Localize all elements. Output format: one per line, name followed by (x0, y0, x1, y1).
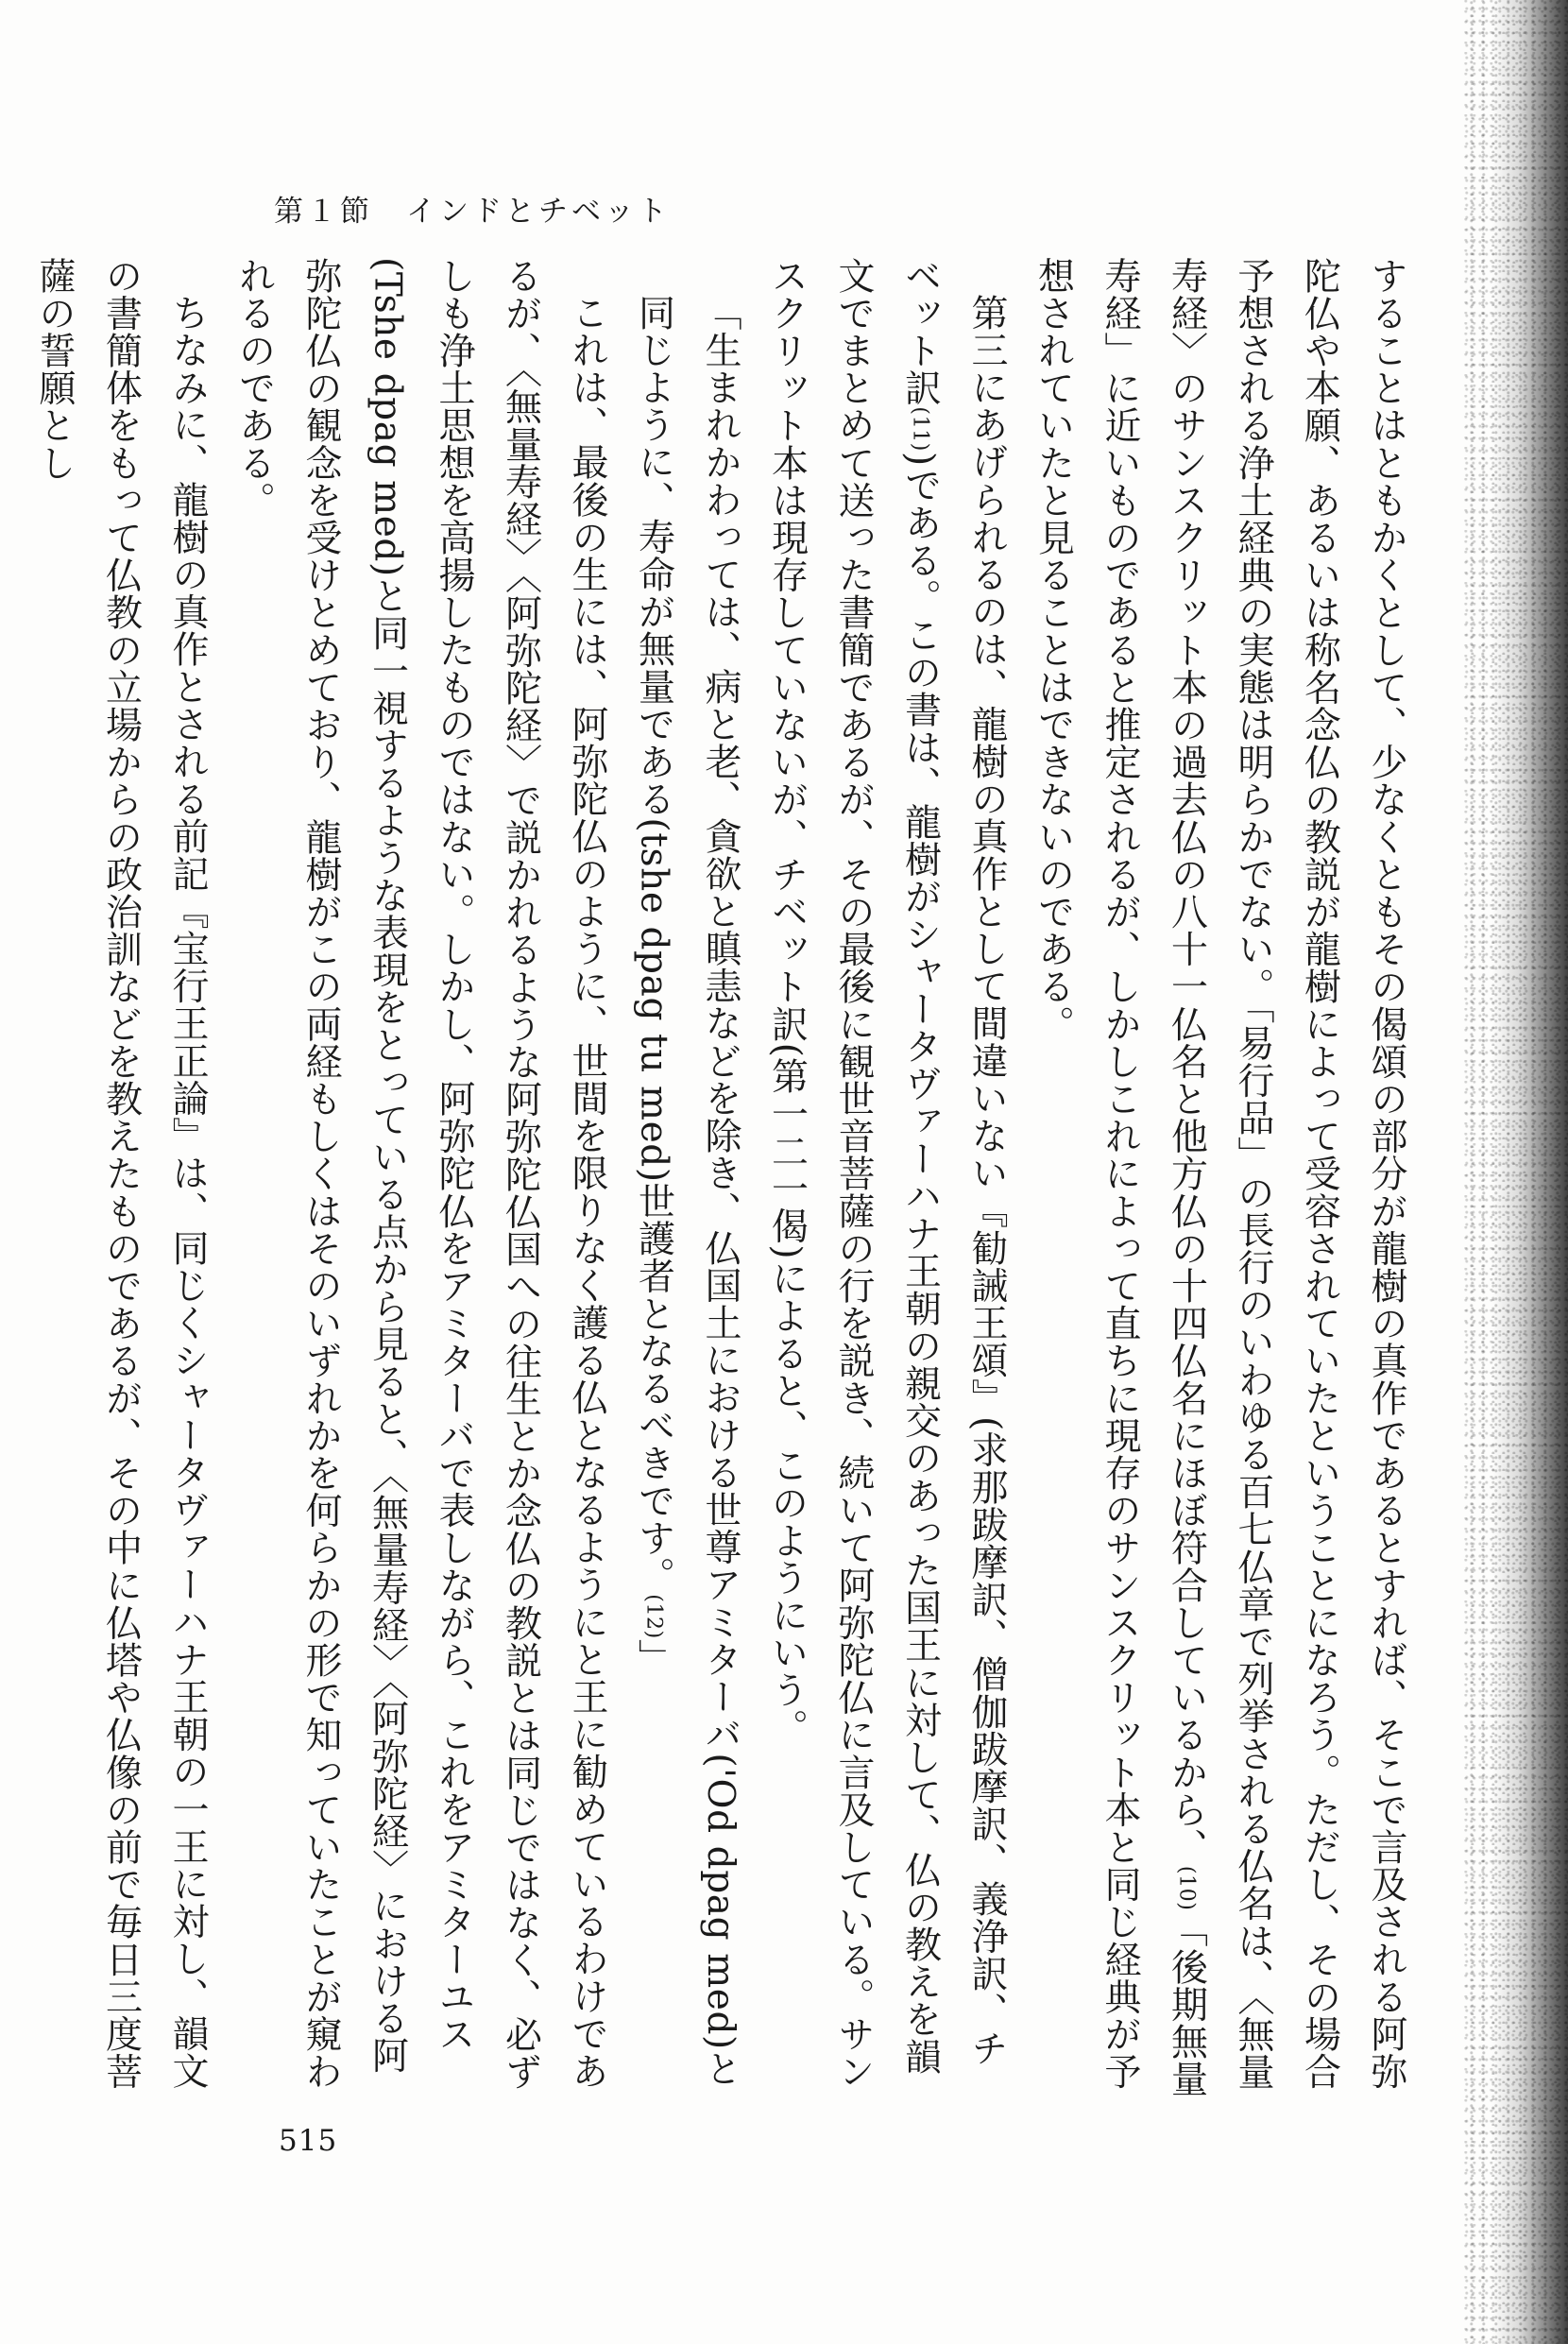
paragraph-text: 「後期無量寿経」に近いものであると推定されるが、しかしこれによって直ちに現存のサンスクリット本と同じ経典が予想されていたと見ることはできないのである。 (1031, 257, 1208, 2098)
scan-edge-noise (1464, 0, 1568, 2344)
footnote-marker: (10) (1174, 1865, 1199, 1911)
footnote-marker: (12) (641, 1594, 666, 1639)
quote-text: 「生まれかわっては、病と老、貪欲と瞋恚などを除き、仏国土における世尊アミターバ('Od dpag med)と同じように、寿命が無量である(tshe dpag tu med)世護者となるべきです。 (632, 294, 741, 2088)
paragraph-text: ちなみに、龍樹の真作とされる前記『宝行王正論』は、同じくシャータヴァーハナ王朝の一王に対し、韻文の書簡体をもって仏教の立場からの政治訓などを教えたものであるが、その中に仏塔や仏像の前で毎日三度菩薩の誓願とし (33, 257, 209, 2091)
quote-text: 」 (632, 1638, 675, 1677)
page-number: 515 (279, 2124, 338, 2158)
paragraph-text: することはともかくとして、少なくともその偈頌の部分が龍樹の真作であるとすれば、そこで言及される阿弥陀仏や本願、あるいは称名念仏の教説が龍樹によって受容されていたということになろう。ただし、その場合予想される浄土経典の実態は明らかでない。「易行品」の長行のいわゆる百七仏章で列挙される仏名は、〈無量寿経〉のサンスクリット本の過去仏の八十一仏名と他方仏の十四仏名にほぼ符合しているから、 (1165, 257, 1407, 2091)
paragraph-text: 第三にあげられるのは、龍樹の真作として間違いない『勧誡王頌』(求那跋摩訳、僧伽跋摩訳、義浄訳、チベット訳 (898, 257, 1008, 2068)
footnote-marker: (11) (908, 406, 932, 452)
paragraph-text: )である。この書は、龍樹がシャータヴァーハナ王朝の親交のあった国王に対して、仏の教えを韻文でまとめて送った書簡であるが、その最後に観世音菩薩の行を説き、続いて阿弥陀仏に言及している。サンスクリット本は現存していないが、チベット訳(第一二一偈)によると、このようにいう。 (765, 257, 942, 2091)
body-text (33, 257, 1419, 2104)
paragraph-2 (753, 257, 1019, 2104)
running-head: 第１節 インドとチベット (274, 195, 671, 229)
paragraph-3 (220, 257, 620, 2104)
paragraph-1 (1019, 257, 1419, 2104)
paragraph-text: これは、最後の生には、阿弥陀仏のように、世間を限りなく護る仏となるようにと王に勧めているわけであるが、〈無量寿経〉〈阿弥陀経〉で説かれるような阿弥陀仏国への往生とか念仏の教説とは同じではなく、必ずしも浄土思想を高揚したものではない。しかし、阿弥陀仏をアミターバで表しながら、これをアミターユス(Tshe dpag med)と同一視するような表現をとっている点から見ると、〈無量寿経〉〈阿弥陀経〉における阿弥陀仏の観念を受けとめており、龍樹がこの両経もしくはそのいずれかを何らかの形で知っていたことが窺われるのである。 (232, 257, 608, 2091)
block-quote (620, 257, 753, 2104)
paragraph-4 (21, 257, 221, 2104)
